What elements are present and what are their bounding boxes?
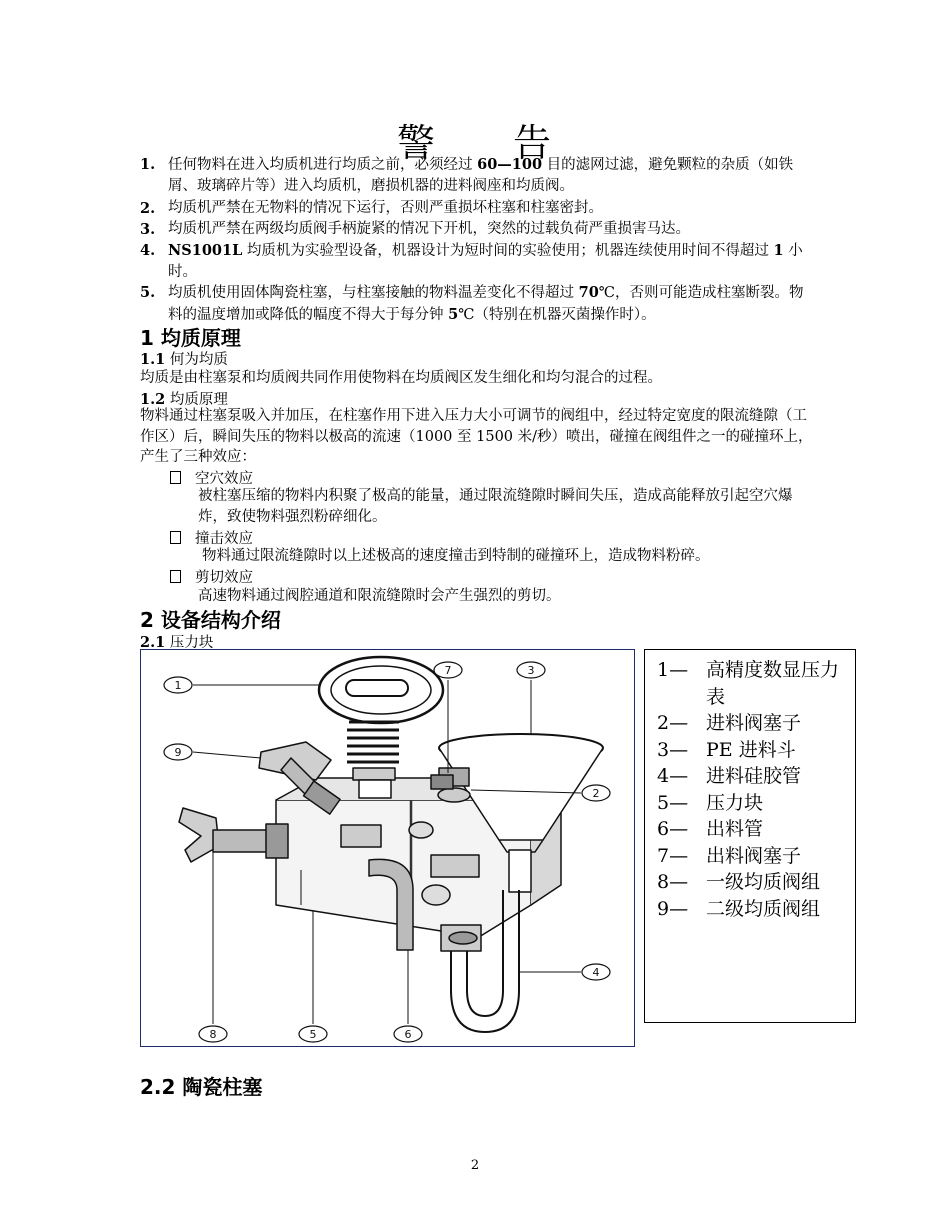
first-stage-valve-icon: [179, 808, 288, 862]
callout-number: 5: [309, 1028, 317, 1041]
legend-label: 一级均质阀组: [706, 871, 821, 893]
warning-item: [140, 154, 815, 197]
legend-label: 进料阀塞子: [706, 712, 802, 734]
warning-text: 任何物料在进入均质机进行均质之前，必须经过 60—100 目的滤网过滤，避免颗粒的杂质（如铁屑、玻璃碎片等）进入均质机，磨损机器的进料阀座和均质阀。: [168, 156, 794, 194]
bullet-box-icon: [170, 570, 181, 583]
pressure-block-figure: [140, 649, 635, 1047]
effect-desc-1: 被柱塞压缩的物料内积聚了极高的能量，通过限流缝隙时瞬间失压，造成高能释放引起空穴爆炸，致使物料强烈粉碎细化。: [198, 488, 793, 525]
title-char-2: 告: [513, 121, 554, 165]
legend-label: PE 进料斗: [706, 738, 796, 761]
effect-desc-2: 物料通过限流缝隙时以上述极高的速度撞击到特制的碰撞环上，造成物料粉碎。: [202, 548, 710, 564]
warning-text: 均质机严禁在无物料的情况下运行，否则严重损坏柱塞和柱塞密封。: [168, 200, 603, 216]
warning-item: [140, 219, 815, 240]
legend-number: 8—: [657, 871, 689, 893]
effect-bullet-2: 撞击效应: [170, 527, 253, 548]
paragraph-1-2: 物料通过柱塞泵吸入并加压，在柱塞作用下进入压力大小可调节的阀组中，经过特定宽度的限流缝隙（工作区）后，瞬间失压的物料以极高的流速（1000 至 1500 米/秒）喷出，碰撞在阀组件之一的碰撞环上，产生了三种效应：: [140, 408, 813, 465]
legend-label: 高精度数显压力表: [706, 659, 840, 708]
callout-number: 7: [444, 664, 452, 677]
legend-row: [657, 657, 855, 710]
warning-text: 均质机使用固体陶瓷柱塞，与柱塞接触的物料温差变化不得超过 70℃，否则可能造成柱塞断裂。物料的温度增加或降低的幅度不得大于每分钟 5℃（特别在机器灭菌操作时）。: [168, 284, 804, 323]
legend-number: 5—: [657, 791, 689, 814]
subsection-2-1-heading: 2.1 压力块: [140, 634, 214, 651]
warning-number: 3.: [140, 221, 156, 238]
legend-number: 4—: [657, 765, 689, 787]
legend-label: 出料管: [706, 818, 764, 840]
bullet-box-icon: [170, 531, 181, 544]
warning-item: [140, 198, 815, 219]
legend-row: [657, 763, 855, 790]
legend-label: 二级均质阀组: [706, 897, 821, 920]
figure-legend: [644, 649, 856, 1023]
legend-number: 6—: [657, 818, 689, 840]
warning-item: [140, 240, 815, 283]
legend-row: [657, 869, 855, 896]
callout-number: 9: [174, 746, 182, 759]
pressure-block-diagram: [141, 650, 633, 1045]
pressure-gauge-icon: [319, 657, 443, 798]
legend-row: [657, 816, 855, 843]
bullet-box-icon: [170, 471, 181, 484]
callout-number: 8: [209, 1028, 217, 1041]
legend-label: 进料硅胶管: [706, 765, 802, 787]
subsection-1-2-heading: 1.2 均质原理: [140, 391, 228, 408]
callout-leader-line: [193, 752, 261, 758]
warning-text: 均质机严禁在两级均质阀手柄旋紧的情况下开机，突然的过载负荷严重损害马达。: [168, 221, 690, 237]
legend-number: 9—: [657, 897, 689, 920]
effect-bullet-1: 空穴效应: [170, 467, 253, 488]
outlet-valve-plug-icon: [431, 775, 453, 789]
paragraph-1-1: 均质是由柱塞泵和均质阀共同作用使物料在均质阀区发生细化和均匀混合的过程。: [140, 370, 662, 386]
legend-number: 3—: [657, 738, 689, 761]
legend-label: 出料阀塞子: [706, 844, 802, 867]
title-char-1: 警: [396, 121, 437, 165]
warning-number: 2.: [140, 200, 156, 217]
subsection-2-2-heading: 2.2 陶瓷柱塞: [140, 1075, 263, 1099]
subsection-1-1-heading: 1.1 何为均质: [140, 351, 228, 368]
legend-number: 2—: [657, 712, 689, 734]
legend-number: 7—: [657, 844, 689, 867]
callout-number: 6: [404, 1028, 412, 1041]
legend-row: [657, 896, 855, 923]
callout-number: 3: [527, 664, 535, 677]
legend-number: 1—: [657, 659, 689, 681]
legend-label: 压力块: [706, 791, 764, 814]
callout-number: 2: [592, 787, 600, 800]
legend-row: [657, 710, 855, 737]
legend-row: [657, 843, 855, 870]
callout-number: 1: [174, 679, 182, 692]
warning-item: [140, 282, 815, 326]
callout-number: 4: [592, 966, 600, 979]
effect-desc-3: 高速物料通过阀腔通道和限流缝隙时会产生强烈的剪切。: [198, 588, 561, 604]
legend-row: [657, 737, 855, 764]
page-number: 2: [470, 1158, 480, 1173]
effect-bullet-3: 剪切效应: [170, 566, 253, 587]
warning-number: 1.: [140, 156, 156, 173]
warning-text: NS1001L 均质机为实验型设备，机器设计为短时间的实验使用；机器连续使用时间不得超过 1 小时。: [168, 242, 803, 280]
warning-number: 5.: [140, 284, 156, 301]
section-2-heading: 2 设备结构介绍: [140, 608, 281, 632]
legend-row: [657, 790, 855, 817]
section-1-heading: 1 均质原理: [140, 326, 241, 350]
warning-number: 4.: [140, 242, 156, 259]
